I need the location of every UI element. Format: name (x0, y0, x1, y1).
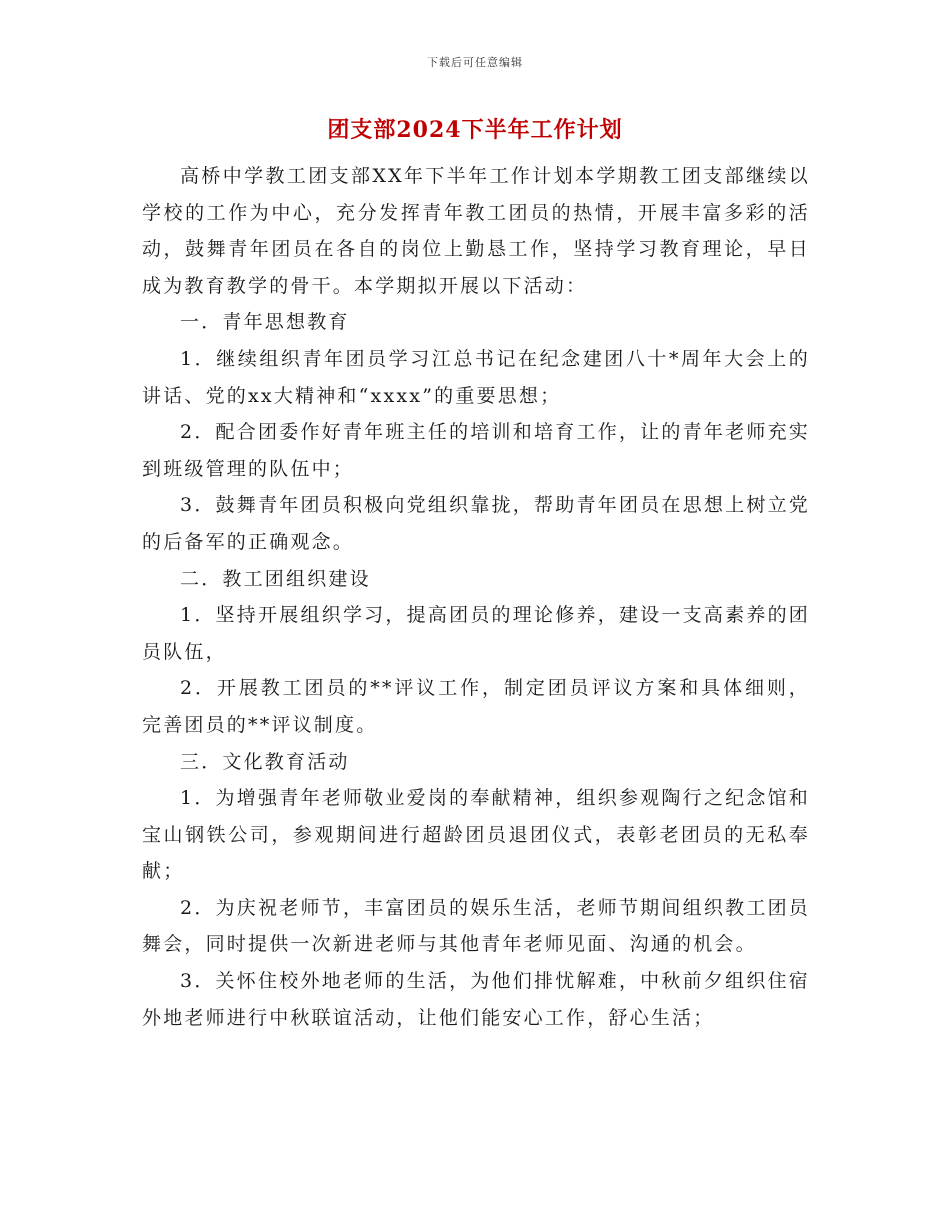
document-body (142, 158, 810, 1036)
paragraph-intro: 高桥中学教工团支部XX年下半年工作计划本学期教工团支部继续以学校的工作为中心，充分发挥青年教工团员的热情，开展丰富多彩的活动，鼓舞青年团员在各自的岗位上勤恳工作，坚持学习教育理论，早日成为教育教学的骨干。本学期拟开展以下活动： (142, 165, 810, 297)
paragraph-item: 3．关怀住校外地老师的生活，为他们排忧解难，中秋前夕组织住宿外地老师进行中秋联谊活动，让他们能安心工作，舒心生活； (142, 970, 810, 1029)
header-note: 下载后可任意编辑 (427, 56, 523, 69)
paragraph-item: 1．坚持开展组织学习，提高团员的理论修养，建设一支高素养的团员队伍， (142, 604, 810, 663)
section-heading-2: 二．教工团组织建设 (180, 567, 371, 590)
paragraph-item: 1．为增强青年老师敬业爱岗的奉献精神，组织参观陶行之纪念馆和宝山钢铁公司，参观期间进行超龄团员退团仪式，表彰老团员的无私奉献； (142, 787, 810, 883)
paragraph-item: 2．开展教工团员的**评议工作，制定团员评议方案和具体细则，完善团员的**评议制度。 (142, 677, 810, 736)
section-heading-3: 三．文化教育活动 (180, 750, 350, 773)
paragraph-item: 2．配合团委作好青年班主任的培训和培育工作，让的青年老师充实到班级管理的队伍中； (142, 421, 810, 480)
paragraph-item: 1．继续组织青年团员学习江总书记在纪念建团八十*周年大会上的讲话、党的xx大精神和“xxxx”的重要思想； (142, 347, 810, 407)
section-heading-1: 一．青年思想教育 (180, 311, 350, 334)
document-title: 团支部2024下半年工作计划 (327, 117, 623, 143)
paragraph-item: 3．鼓舞青年团员积极向党组织靠拢，帮助青年团员在思想上树立党的后备军的正确观念。 (142, 494, 810, 553)
paragraph-item: 2．为庆祝老师节，丰富团员的娱乐生活，老师节期间组织教工团员舞会，同时提供一次新进老师与其他青年老师见面、沟通的机会。 (142, 896, 810, 956)
